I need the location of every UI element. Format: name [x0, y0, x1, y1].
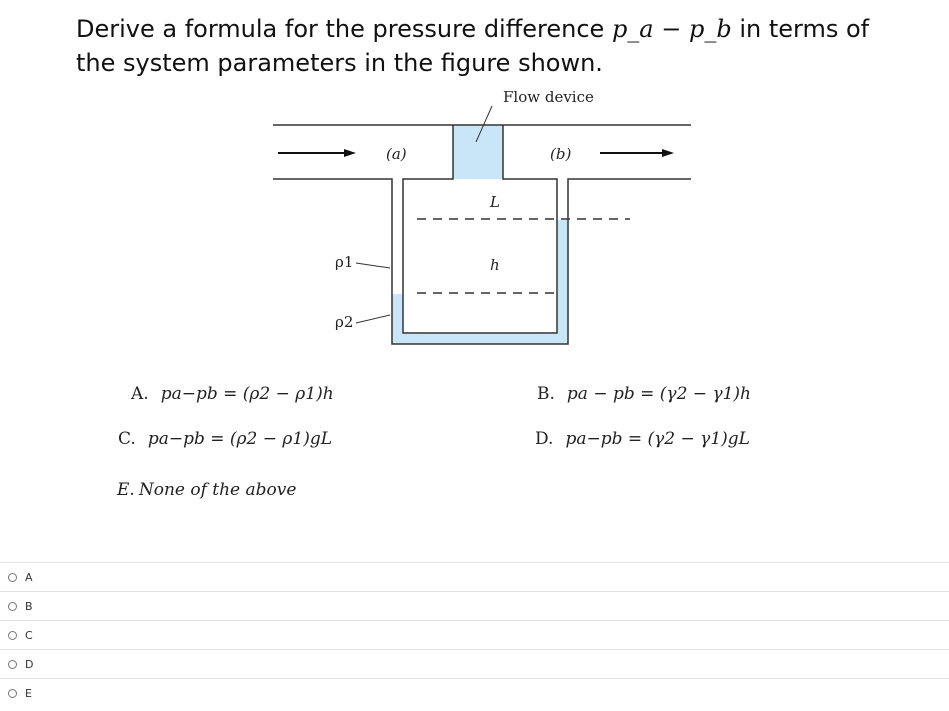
question-text [76, 12, 916, 80]
option-c-letter: C. [118, 429, 136, 449]
flow-arrow-left-icon [344, 149, 356, 157]
radio-icon[interactable] [8, 573, 17, 582]
choice-label: A [25, 570, 33, 584]
choice-c[interactable] [0, 620, 949, 649]
option-e [117, 480, 296, 500]
answer-choices [0, 562, 949, 707]
length-L-label: L [490, 193, 500, 211]
choice-label: D [25, 657, 34, 671]
flow-arrow-right-icon [662, 149, 674, 157]
option-e-expr: None of the above [138, 480, 297, 500]
flow-device-fill [453, 125, 503, 179]
option-d [535, 429, 750, 449]
point-a-label: (a) [386, 145, 407, 163]
question-part1: Derive a formula for the pressure difference [76, 15, 612, 43]
option-d-expr: pa−pb = (γ2 − γ1)gL [565, 429, 750, 449]
choice-label: B [25, 599, 33, 613]
radio-icon[interactable] [8, 602, 17, 611]
height-h-label: h [490, 256, 500, 274]
option-b [537, 384, 751, 404]
radio-icon[interactable] [8, 631, 17, 640]
option-d-letter: D. [535, 429, 554, 449]
right-leg-fluid [557, 220, 568, 344]
choice-e[interactable] [0, 678, 949, 707]
choice-label: E [25, 686, 32, 700]
option-a-expr: pa−pb = (ρ2 − ρ1)h [160, 384, 334, 404]
choice-d[interactable] [0, 649, 949, 678]
option-e-letter: E. [117, 480, 135, 500]
option-b-letter: B. [537, 384, 555, 404]
manometer-figure [270, 84, 700, 354]
radio-icon[interactable] [8, 689, 17, 698]
question-part2: in terms of the system parameters in the figure shown. [76, 15, 870, 77]
point-b-label: (b) [550, 145, 572, 163]
rho2-label: ρ2 [335, 313, 354, 331]
question-math: p_a − p_b [611, 15, 732, 43]
option-a-letter: A. [131, 384, 149, 404]
option-c-expr: pa−pb = (ρ2 − ρ1)gL [147, 429, 332, 449]
option-a [131, 384, 334, 404]
flow-device-label: Flow device [503, 88, 594, 106]
rho1-label: ρ1 [335, 253, 354, 271]
bottom-fluid [392, 333, 568, 344]
choice-label: C [25, 628, 33, 642]
radio-icon[interactable] [8, 660, 17, 669]
choice-b[interactable] [0, 591, 949, 620]
choice-a[interactable] [0, 562, 949, 591]
option-c [118, 429, 332, 449]
option-b-expr: pa − pb = (γ2 − γ1)h [566, 384, 752, 404]
